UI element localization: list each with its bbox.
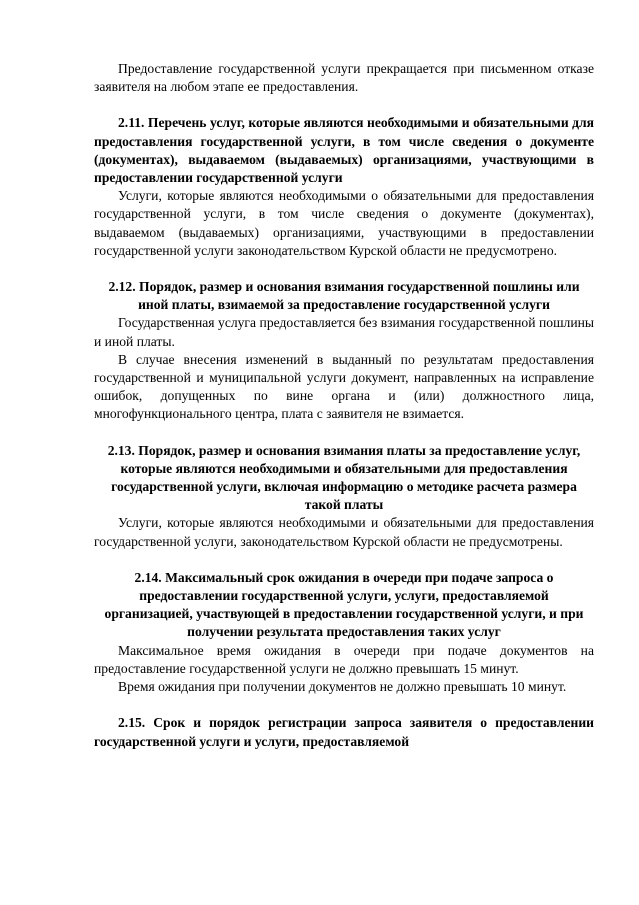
intro-paragraph: Предоставление государственной услуги прекращается при письменном отказе заявителя на любом этапе ее предоставления. [94,61,594,95]
document-page [94,60,594,751]
spacer [94,696,594,714]
section-2-11-paragraph: Услуги, которые являются необходимыми о обязательными для предоставления государственной услуги, в том числе сведения о документе (документах), выдаваемом (выдаваемых) организациями, участвующими в предоставлении государственной услуги законодательством Курской области не предусмотрено. [94,188,594,258]
section-2-14-paragraph-a: Максимальное время ожидания в очереди при подаче документов на предоставление государственной услуги не должно превышать 15 минут. [94,642,594,676]
section-2-12-paragraph-b: В случае внесения изменений в выданный по результатам предоставления государственной и муниципальной услуги документ, направленных на исправление ошибок, допущенных по вине органа и (или) должностного лица, многофункционального центра, плата с заявителя не взимается. [94,351,594,422]
section-2-12-heading: 2.12. Порядок, размер и основания взимания государственной пошлины или иной платы, взимаемой за предоставление государственной услуги [108,279,580,313]
section-2-14-heading: 2.14. Максимальный срок ожидания в очереди при подаче запроса о предоставлении государственной услуги, услуги, предоставляемой организацией, участвующей в предоставлении государственной услуги, и при получении результата предоставления таких услуг [104,569,584,640]
spacer [94,96,594,114]
section-2-12-paragraph-a: Государственная услуга предоставляется без взимания государственной пошлины и иной платы. [94,315,594,349]
section-2-15-heading: 2.15. Срок и порядок регистрации запроса заявителя о предоставлении государственной услуги и услуги, предоставляемой [94,715,594,749]
spacer [94,260,594,278]
section-2-11-heading: 2.11. Перечень услуг, которые являются необходимыми и обязательными для предоставления государственной услуги, в том числе сведения о документе (документах), выдаваемом (выдаваемых) организациями, участвующими в предоставлении государственной услуги [94,115,594,186]
section-2-13-heading: 2.13. Порядок, размер и основания взимания платы за предоставление услуг, которые являются необходимыми и обязательными для предоставления государственной услуги, включая информацию о методике расчета размера такой платы [107,442,581,513]
spacer [94,551,594,569]
section-2-13-paragraph: Услуги, которые являются необходимыми и обязательными для предоставления государственной услуги, законодательством Курской области не предусмотрены. [94,515,594,549]
spacer [94,424,594,442]
section-2-14-paragraph-b: Время ожидания при получении документов не должно превышать 10 минут. [118,679,567,695]
